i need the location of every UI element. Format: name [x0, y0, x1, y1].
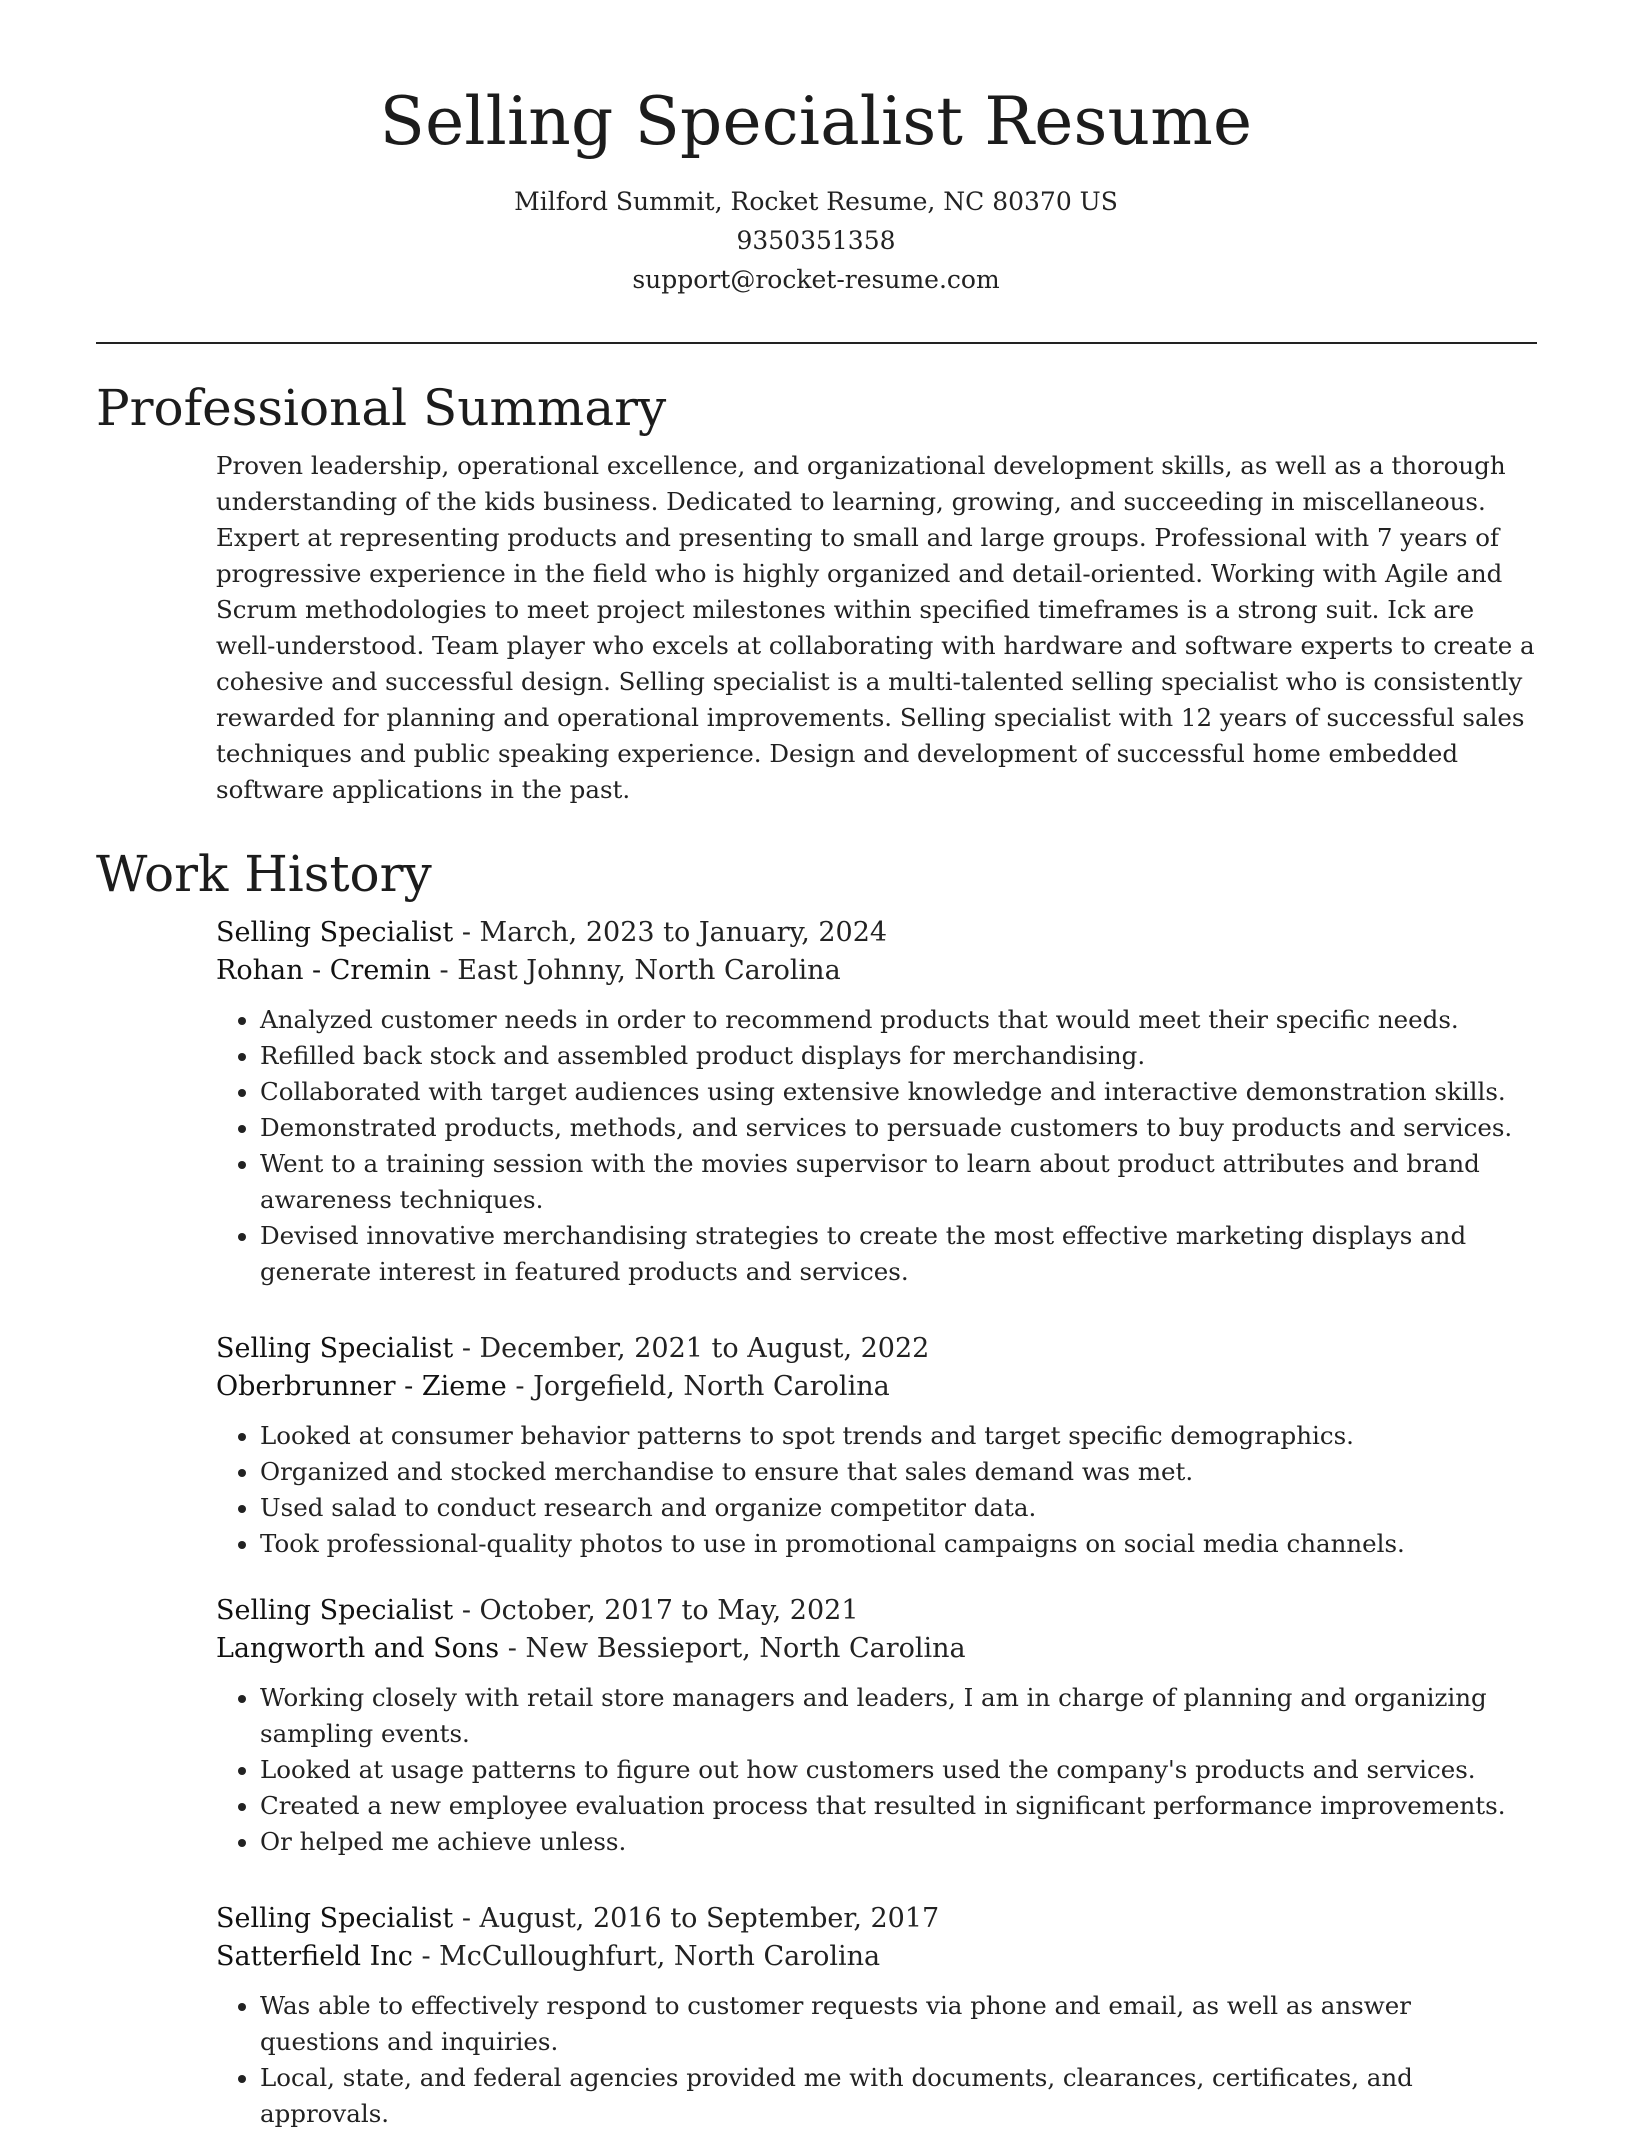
job-dates: - March, 2023 to January, 2024 [453, 917, 888, 948]
job-bullet: • Took professional-quality photos to use in promotional campaigns on social media channels. [260, 1526, 1537, 1562]
job-title: Selling Specialist [216, 1903, 454, 1934]
job-location: - East Johnny, North Carolina [430, 955, 841, 986]
job-title-line [216, 1592, 1537, 1630]
job-location: - Jorgefield, North Carolina [506, 1371, 890, 1402]
job-company-line [216, 1938, 1537, 1976]
job-bullet: • Used salad to conduct research and organize competitor data. [260, 1490, 1537, 1526]
job-company-line [216, 1630, 1537, 1668]
job-bullet: • Analyzed customer needs in order to recommend products that would meet their specific needs. [260, 1002, 1537, 1038]
summary-text: Proven leadership, operational excellence, and organizational development skills, as well as a thorough understanding of the kids business. Dedicated to learning, growing, and succeeding in miscellaneous. Expert at representing products and presenting to small and large groups. Professional with 7 years of progressive experience in the field who is highly organized and detail-oriented. Working with Agile and Scrum methodologies to meet project milestones within specified timeframes is a strong suit. Ick are well-understood. Team player who excels at collaborating with hardware and software experts to create a cohesive and successful design. Selling specialist is a multi-talented selling specialist who is consistently rewarded for planning and operational improvements. Selling specialist with 12 years of successful sales techniques and public speaking experience. Design and development of successful home embedded software applications in the past. [216, 451, 1535, 804]
job-bullet: • Demonstrated products, methods, and services to persuade customers to buy products and services. [260, 1110, 1537, 1146]
summary-section [96, 378, 1537, 808]
job-bullet: • Organized and stocked merchandise to ensure that sales demand was met. [260, 1454, 1537, 1490]
job-location: - New Bessieport, North Carolina [499, 1633, 966, 1664]
job-bullet: • Collaborated with target audiences using extensive knowledge and interactive demonstration skills. [260, 1074, 1537, 1110]
job-bullet-list [216, 1988, 1537, 2132]
job-title: Selling Specialist [216, 1333, 454, 1364]
job-company: Rohan - Cremin [216, 955, 431, 986]
job-bullet-list [216, 1418, 1537, 1562]
job-bullet: • Devised innovative merchandising strategies to create the most effective marketing displays and generate interest in featured products and services. [260, 1218, 1537, 1290]
resume-header [0, 0, 1632, 299]
job-bullet: • Looked at consumer behavior patterns to spot trends and target specific demographics. [260, 1418, 1537, 1454]
job-entry [216, 1592, 1537, 1860]
job-company: Langworth and Sons [216, 1633, 500, 1664]
page-title: Selling Specialist Resume [379, 83, 1253, 160]
job-bullet: • Or helped me achieve unless. [260, 1824, 1537, 1860]
job-location: - McCulloughfurt, North Carolina [412, 1941, 881, 1972]
job-title: Selling Specialist [216, 1595, 454, 1626]
job-title-line [216, 1900, 1537, 1938]
job-bullet: • Local, state, and federal agencies provided me with documents, clearances, certificates, and approvals. [260, 2060, 1537, 2132]
contact-email: support@rocket-resume.com [632, 264, 1000, 294]
job-title-line [216, 1330, 1537, 1368]
job-bullet: • Created a new employee evaluation process that resulted in significant performance improvements. [260, 1788, 1537, 1824]
job-dates: - August, 2016 to September, 2017 [453, 1903, 940, 1934]
job-bullet: • Refilled back stock and assembled product displays for merchandising. [260, 1038, 1537, 1074]
job-bullet-list [216, 1680, 1537, 1860]
work-history-section [96, 844, 1537, 2132]
contact-phone: 9350351358 [736, 225, 896, 255]
job-bullet: • Went to a training session with the movies supervisor to learn about product attributes and brand awareness techniques. [260, 1146, 1537, 1218]
job-dates: - December, 2021 to August, 2022 [453, 1333, 930, 1364]
job-entry [216, 914, 1537, 1290]
contact-address: Milford Summit, Rocket Resume, NC 80370 US [514, 186, 1118, 216]
job-dates: - October, 2017 to May, 2021 [453, 1595, 859, 1626]
contact-block [0, 182, 1632, 299]
work-history-body [216, 914, 1537, 2132]
job-title: Selling Specialist [216, 917, 454, 948]
job-bullet-list [216, 1002, 1537, 1290]
job-bullet: • Working closely with retail store managers and leaders, I am in charge of planning and organizing sampling events. [260, 1680, 1537, 1752]
job-bullet: • Looked at usage patterns to figure out how customers used the company's products and services. [260, 1752, 1537, 1788]
job-company-line [216, 952, 1537, 990]
job-bullet: • Was able to effectively respond to customer requests via phone and email, as well as answer questions and inquiries. [260, 1988, 1537, 2060]
job-entry [216, 1900, 1537, 2132]
summary-heading: Professional Summary [96, 379, 667, 437]
header-divider [96, 342, 1537, 344]
job-company-line [216, 1368, 1537, 1406]
summary-body [216, 448, 1537, 808]
job-company: Satterfield Inc [216, 1941, 413, 1972]
job-title-line [216, 914, 1537, 952]
work-history-heading: Work History [96, 845, 432, 903]
job-company: Oberbrunner - Zieme [216, 1371, 507, 1402]
job-entry [216, 1330, 1537, 1562]
